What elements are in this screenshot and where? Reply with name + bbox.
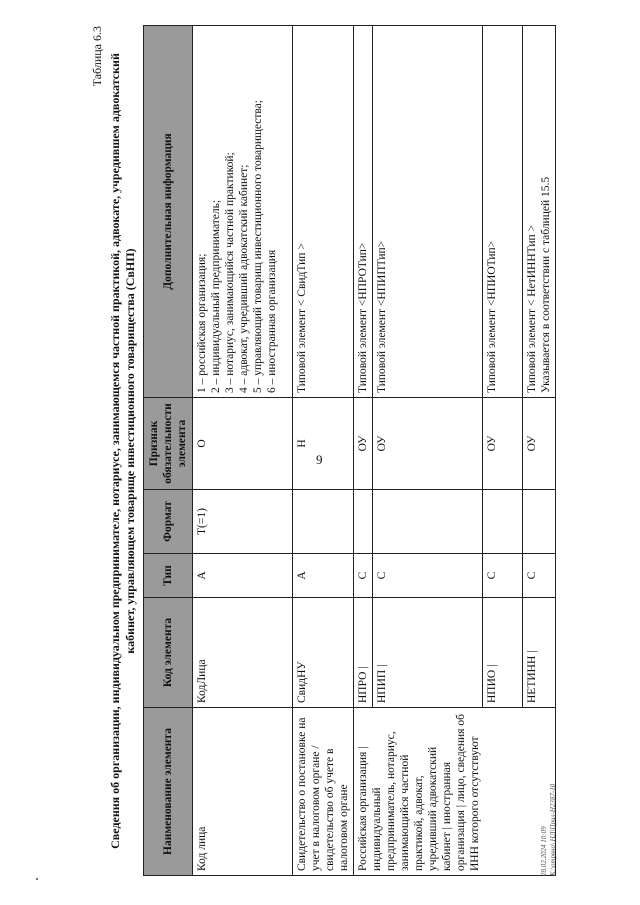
table-row [354, 26, 373, 876]
elements-table [143, 25, 556, 876]
info-line: Типовой элемент < НетИННТип > [526, 224, 538, 393]
cell-type: А [293, 554, 354, 598]
table-caption: Сведения об организации, индивидуальном предпринимателе, нотариусе, занимающемся частной практикой, адвокате, учредившем адвокатский кабинет, управляющем товарище инвестиционного товарищества (СвНП) [108, 53, 137, 849]
info-line: 1 – российская организация; [196, 253, 208, 393]
cell-type: С [483, 554, 523, 598]
cell-code: НЕТИНН | [523, 598, 556, 708]
rotated-page-content [86, 26, 566, 876]
cell-name: Код лица [193, 708, 293, 876]
stamp-date: 28.02.2024 10:09 [540, 826, 548, 876]
cell-format [483, 490, 523, 554]
cell-code: НПИП | [373, 598, 483, 708]
header-type: Тип [144, 554, 193, 598]
cell-type: С [523, 554, 556, 598]
header-format: Формат [144, 490, 193, 554]
cell-type: А [193, 554, 293, 598]
header-name: Наименование элемента [144, 708, 193, 876]
cell-code: СвидНУ [293, 598, 354, 708]
table-row [193, 26, 293, 876]
scan-speck [36, 878, 38, 880]
cell-info [523, 26, 556, 398]
cell-required: ОУ [483, 398, 523, 490]
cell-info [373, 26, 483, 398]
cell-required: О [193, 398, 293, 490]
cell-code: НПРО | [354, 598, 373, 708]
cell-format [523, 490, 556, 554]
cell-required: Н [293, 398, 354, 490]
info-line: Типовой элемент <НПИПТип> [376, 240, 388, 393]
info-line: Типовой элемент < СвидТип > [296, 243, 308, 393]
file-stamp [540, 784, 558, 876]
info-line: 2 – индивидуальный предприниматель; [210, 199, 222, 393]
cell-type: С [373, 554, 483, 598]
info-line: Типовой элемент <НПРОТип> [357, 242, 369, 393]
cell-info [483, 26, 523, 398]
cell-required: ОУ [373, 398, 483, 490]
header-required: Признак обязательности элемента [144, 398, 193, 490]
cell-format [293, 490, 354, 554]
table-reference: Таблица 6.3 [90, 26, 104, 87]
page-number: 9 [316, 452, 323, 467]
cell-code: КодЛица [193, 598, 293, 708]
cell-info [354, 26, 373, 398]
info-line: 3 – нотариус, занимающийся частной практикой; [224, 152, 236, 393]
info-line: 5 – управляющий товарищ инвестиционного товарищества; [252, 100, 264, 393]
cell-code: НПИО | [483, 598, 523, 708]
cell-info [293, 26, 354, 398]
info-line: Типовой элемент <НПИОТип> [486, 240, 498, 393]
table-row [293, 26, 354, 876]
table-header-row [144, 26, 193, 876]
cell-format: T(=1) [193, 490, 293, 554]
info-line: Указывается в соответствии с таблицей 15.5 [540, 176, 552, 393]
cell-name: Российская организация | индивидуальный предприниматель, нотариус, занимающийся частной практикой, адвокат, учредивший адвокатский кабинет | иностранная организация | лицо, сведения об ИНН которого отсутствуют [354, 708, 556, 876]
cell-required: ОУ [354, 398, 373, 490]
cell-format [373, 490, 483, 554]
header-code: Код элемента [144, 598, 193, 708]
cell-info [193, 26, 293, 398]
info-line: 4 – адвокат, учредивший адвокатский кабинет; [238, 164, 250, 393]
header-info: Дополнительная информация [144, 26, 193, 398]
cell-type: С [354, 554, 373, 598]
cell-required: ОУ [523, 398, 556, 490]
cell-name: Свидетельство о постановке на учет в налоговом органе / свидетельство об учете в налоговом органе [293, 708, 354, 876]
stamp-path: К:\отрвно\ НЛ\Прил-Н2387-10 [549, 783, 557, 876]
cell-format [354, 490, 373, 554]
info-line: 6 – иностранная организация [266, 249, 278, 393]
